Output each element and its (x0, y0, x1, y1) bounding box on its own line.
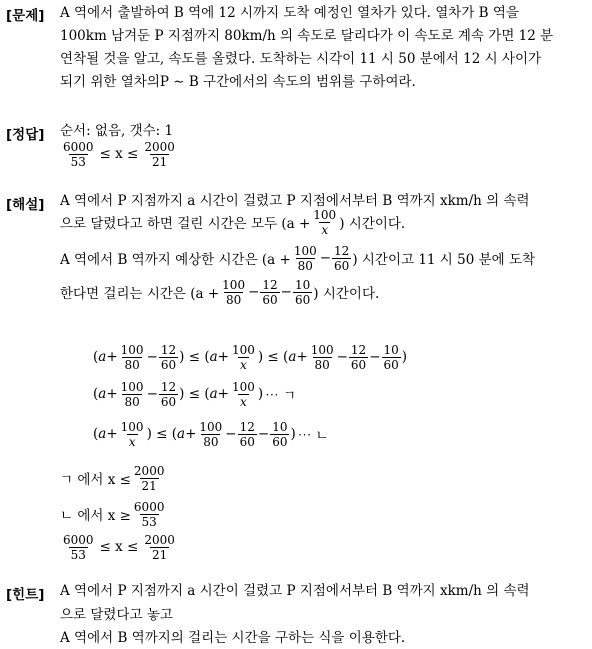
answer-tag: [정답] (6, 127, 45, 143)
equation-row: ( a + $\frac{100}{x}$ ) ≤ ( a + $\frac{100}{80}$ − $\frac{12}{60}$ − $\frac{10}{60}$ ) ⋯ ㄴ (93, 419, 329, 449)
hint-tag: [힌트] (6, 587, 45, 603)
result-n: ㄴ 에서 x ≥ $\frac{6000}{53}$ (60, 499, 165, 529)
explanation-tag: [해설] (6, 197, 45, 213)
hint-line: A 역에서 B 역까지의 걸리는 시간을 구하는 식을 이용한다. (60, 630, 406, 646)
problem-line: 되기 위한 열차의P ∼ B 구간에서의 속도의 범위를 구하여라. (60, 74, 416, 90)
equation-row: ( a + $\frac{100}{80}$ − $\frac{12}{60}$ ) ≤ ( a + $\frac{100}{x}$ ) ⋯ ㄱ (93, 379, 296, 409)
problem-line: 100km 남겨둔 P 지점까지 80km/h 의 속도로 달리다가 이 속도로 계속 가면 12 분 (60, 28, 554, 44)
result-g: ㄱ 에서 x ≤ $\frac{2000}{21}$ (60, 463, 165, 493)
explanation-line: A 역에서 P 지점까지 a 시간이 걸렸고 P 지점에서부터 B 역까지 xkm/h 의 속력 (60, 193, 530, 209)
problem-tag: [문제] (6, 8, 45, 24)
answer-range: $\frac{6000}{53}$ ≤ x ≤ $\frac{2000}{21}$ (63, 139, 175, 169)
problem-line: A 역에서 출발하여 B 역에 12 시까지 도착 예정인 열차가 있다. 열차가 B 역을 (60, 5, 519, 21)
fraction: $\frac{2000}{21}$ (144, 139, 175, 169)
result-range: $\frac{6000}{53}$ ≤ x ≤ $\frac{2000}{21}$ (63, 532, 175, 562)
problem-line: 연착될 것을 알고, 속도를 올렸다. 도착하는 시각이 11 시 50 분에서 12 시 사이가 (60, 51, 542, 67)
equation-row: ( a + $\frac{100}{80}$ − $\frac{12}{60}$ ) ≤ ( a + $\frac{100}{x}$ ) ≤ ( a + $\frac{100}{80}$ − $\frac{12}{60}$ − $\frac{10}{60}$ ) (93, 342, 408, 372)
hint-line: 으로 달렸다고 놓고 (60, 607, 173, 623)
answer-meta: 순서: 없음, 갯수: 1 (60, 123, 174, 139)
explanation-line: A 역에서 B 역까지 예상한 시간은 (a + $\frac{100}{80}$ − $\frac{12}{60}$ ) 시간이고 11 시 50 분에 도착 (60, 243, 536, 273)
fraction: $\frac{6000}{53}$ (63, 139, 94, 169)
explanation-line: 한다면 걸리는 시간은 (a + $\frac{100}{80}$ − $\frac{12}{60}$ − $\frac{10}{60}$ ) 시간이다. (60, 277, 380, 307)
explanation-line: 으로 달렸다고 하면 걸린 시간은 모두 (a + $\frac{100}{x}$ ) 시간이다. (60, 207, 406, 237)
hint-line: A 역에서 P 지점까지 a 시간이 걸렸고 P 지점에서부터 B 역까지 xkm/h 의 속력 (60, 583, 530, 599)
